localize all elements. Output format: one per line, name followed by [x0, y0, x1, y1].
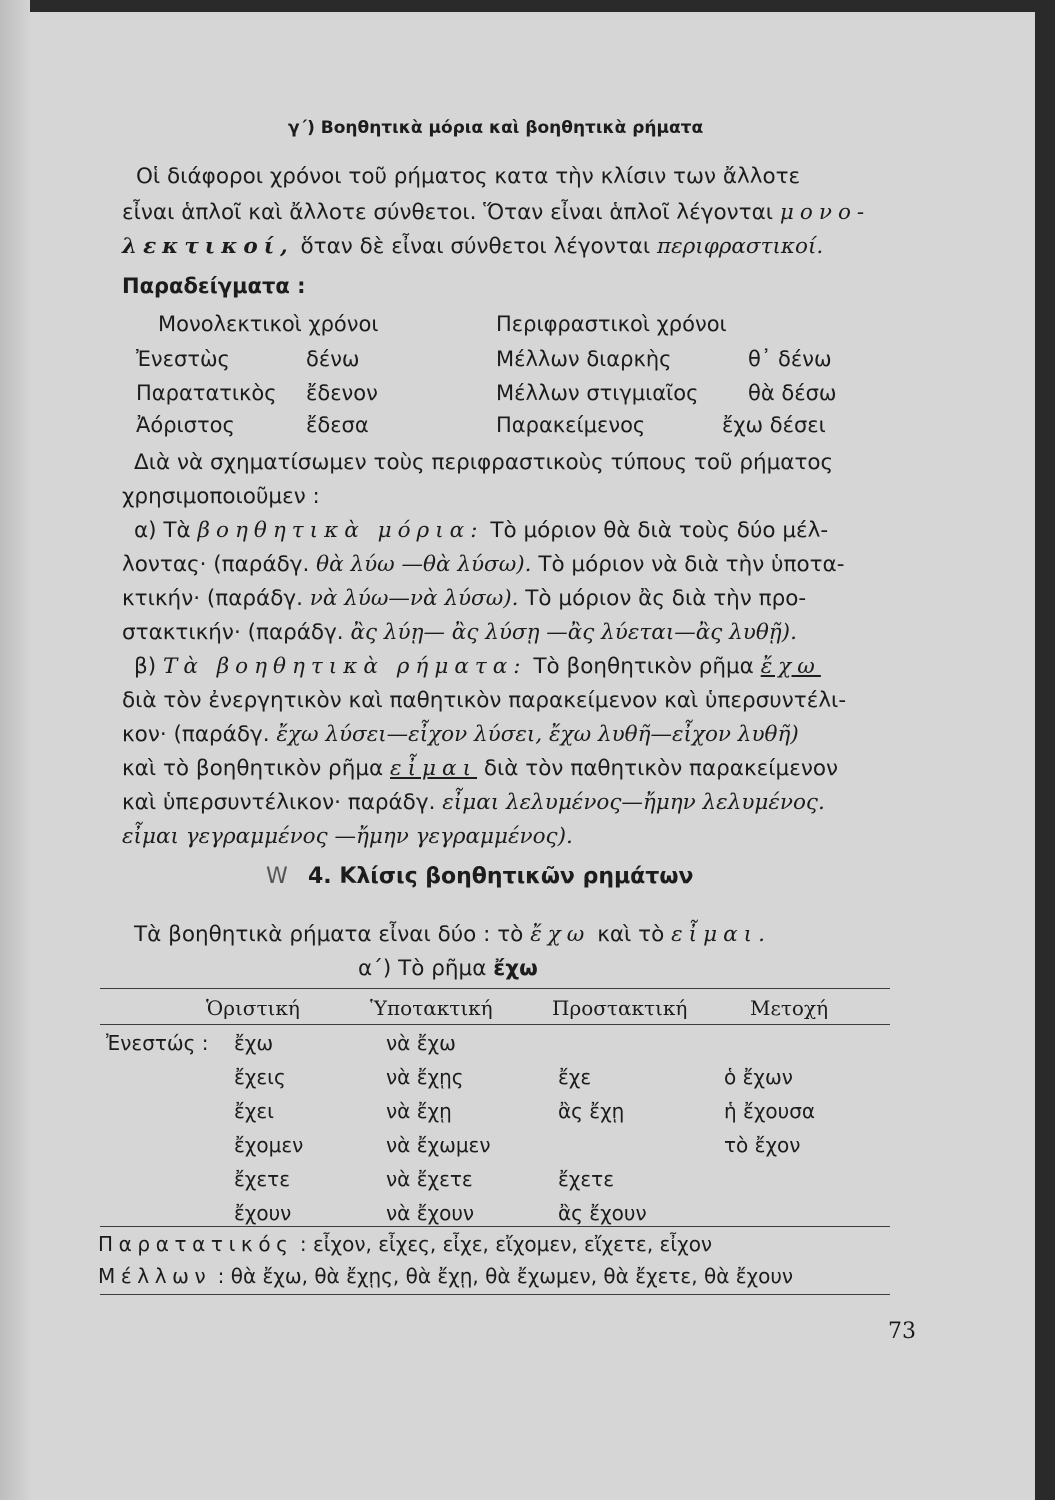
table-cell: ἡ ἔχουσα	[724, 1099, 816, 1123]
beta-line-4-text: καὶ τὸ βοηθητικὸν ρῆμα	[122, 756, 384, 781]
intro-line-3-text: ὅταν δὲ εἶναι σύνθετοι λέγονται	[300, 234, 651, 259]
beta-example-echo: ἔχω λύσει—εἶχον λύσει, ἔχω λυθῆ—εἶχον λυθῆ)	[276, 722, 799, 747]
intro-term-periphrastikoi: περιφραστικοί.	[656, 234, 824, 259]
table-cell: ἔχουν	[234, 1201, 292, 1225]
alpha-line-3-text: κτικήν· (παράδγ.	[122, 586, 303, 611]
alpha-example-tha: θὰ λύω —θὰ λύσω).	[316, 552, 532, 577]
examples-header-left: Μονολεκτικοὶ χρόνοι	[158, 312, 379, 336]
beta-line-5-text: καὶ ὑπερσυντέλικον· παράδγ.	[122, 790, 436, 815]
example-right-tense: Μέλλων διαρκὴς	[496, 347, 672, 371]
alpha-term-moria: βοηθητικὰ μόρια:	[197, 518, 484, 543]
example-left-tense: Ἀόριστος	[136, 413, 235, 437]
beta-term-echo: ἔχω	[760, 654, 821, 679]
alpha-line-3	[122, 586, 806, 611]
table-cell: νὰ ἔχῃς	[386, 1065, 464, 1089]
beta-line-4-rest: διὰ τὸν παθητικὸν παρακείμενον	[483, 756, 839, 781]
section-title: γ΄) Βοηθητικὰ μόρια καὶ βοηθητικὰ ρήματα	[288, 118, 704, 138]
beta-line-6: εἶμαι γεγραμμένος —ἤμην γεγραμμένος).	[122, 824, 573, 849]
book-page	[30, 12, 1035, 1500]
table-cell: νὰ ἔχετε	[386, 1167, 473, 1191]
future-label: Μέλλων	[98, 1264, 212, 1288]
beta-line-4	[122, 756, 838, 781]
bottom-rule	[100, 1294, 890, 1295]
intro-term-monolektikoi-end: λεκτικοί,	[122, 234, 294, 259]
facing-page-edge	[0, 0, 30, 1500]
example-left-form: ἔδεσα	[306, 413, 369, 437]
example-right-tense: Παρακείμενος	[496, 413, 646, 437]
chapter-term-eimai: εἶμαι.	[671, 922, 771, 947]
alpha-line-2-text: λοντας· (παράδγ.	[122, 552, 310, 577]
alpha-example-as: ἂς λύῃ— ἂς λύσῃ —ἂς λύεται—ἂς λυθῇ).	[350, 620, 797, 645]
example-left-form: δένω	[306, 347, 360, 371]
chapter-intro-text: Τὰ βοηθητικὰ ρήματα εἶναι δύο : τὸ	[134, 922, 524, 947]
beta-line-5	[122, 790, 825, 815]
table-cell: ὁ ἔχων	[724, 1065, 793, 1089]
table-header: Μετοχή	[750, 996, 829, 1020]
intro-line-2	[122, 200, 870, 225]
page-number: 73	[888, 1319, 916, 1344]
subsection-label: α΄) Τὸ ρῆμα	[358, 956, 487, 981]
table-header: Ὑποτακτική	[370, 996, 493, 1020]
alpha-line-4	[122, 620, 797, 645]
table-cell: ἔχει	[234, 1099, 274, 1123]
table-cell: ἔχε	[558, 1065, 592, 1089]
table-cell: ἔχεις	[234, 1065, 286, 1089]
alpha-line-4-text: στακτικήν· (παράδγ.	[122, 620, 344, 645]
table-cell: ἔχετε	[234, 1167, 291, 1191]
table-cell: ἔχετε	[558, 1167, 615, 1191]
p2-line-1: Διὰ νὰ σχηματίσωμεν τοὺς περιφραστικοὺς τύπους τοῦ ρήματος	[134, 450, 834, 475]
imperfect-forms: : εἶχον, εἶχες, εἶχε, εἴχομεν, εἴχετε, εἶχον	[299, 1232, 713, 1256]
example-left-tense: Ἐνεστὼς	[136, 347, 230, 371]
future-forms: : θὰ ἔχω, θὰ ἔχῃς, θὰ ἔχῃ, θὰ ἔχωμεν, θὰ ἔχετε, θὰ ἔχουν	[217, 1264, 794, 1288]
table-header: Προστακτική	[552, 996, 688, 1020]
example-left-tense: Παρατατικὸς	[136, 381, 277, 405]
chapter-title: 4. Κλίσις βοηθητικῶν ρημάτων	[308, 864, 694, 889]
pencil-scribble: W	[266, 864, 288, 889]
beta-label: β)	[134, 654, 157, 679]
table-row-label: Ἐνεστώς :	[106, 1031, 209, 1055]
examples-label: Παραδείγματα :	[122, 274, 306, 298]
p2-line-2: χρησιμοποιοῦμεν :	[122, 484, 320, 509]
table-cell: ἔχω	[234, 1031, 274, 1055]
chapter-intro-and: καὶ τὸ	[597, 922, 665, 947]
table-cell: νὰ ἔχωμεν	[386, 1133, 491, 1157]
beta-line-2: διὰ τὸν ἐνεργητικὸν καὶ παθητικὸν παρακείμενον καὶ ὑπερσυντέλι-	[122, 688, 847, 713]
chapter-intro	[134, 922, 771, 947]
alpha-line-3-rest: Τὸ μόριον ἂς διὰ τὴν προ-	[525, 586, 807, 611]
beta-example-eimai: εἶμαι λελυμένος—ἤμην λελυμένος.	[442, 790, 825, 815]
example-right-form: θὰ δέσω	[748, 381, 837, 405]
alpha-line-1	[134, 518, 828, 543]
intro-line-2-text: εἶναι ἁπλοῖ καὶ ἄλλοτε σύνθετοι. Ὅταν εἶναι ἁπλοῖ λέγονται	[122, 200, 774, 225]
table-cell: νὰ ἔχῃ	[386, 1099, 452, 1123]
alpha-line-1-text: Τὸ μόριον θὰ διὰ τοὺς δύο μέλ-	[490, 518, 829, 543]
beta-line-1-text: Τὸ βοηθητικὸν ρῆμα	[533, 654, 754, 679]
table-bottom-rule	[100, 1226, 890, 1227]
subsection-title	[358, 956, 538, 981]
intro-line-3	[122, 234, 823, 259]
example-right-tense: Μέλλων στιγμιαῖος	[496, 381, 699, 405]
example-right-form: ἔχω δέσει	[722, 413, 826, 437]
table-cell: ἔχομεν	[234, 1133, 304, 1157]
beta-line-1	[134, 654, 821, 679]
table-cell: ἂς ἔχῃ	[558, 1099, 625, 1123]
beta-line-3	[122, 722, 799, 747]
table-cell: τὸ ἔχον	[724, 1133, 801, 1157]
example-right-form: θ᾽ δένω	[748, 347, 832, 371]
alpha-example-na: νὰ λύω—νὰ λύσω).	[309, 586, 519, 611]
table-header: Ὁριστική	[206, 996, 300, 1020]
table-cell: ἂς ἔχουν	[558, 1201, 647, 1225]
alpha-line-2-rest: Τὸ μόριον νὰ διὰ τὴν ὑποτα-	[538, 552, 845, 577]
table-top-rule	[100, 988, 890, 989]
table-cell: νὰ ἔχουν	[386, 1201, 475, 1225]
table-header-rule	[100, 1024, 890, 1025]
examples-header-right: Περιφραστικοὶ χρόνοι	[496, 312, 727, 336]
future-line	[98, 1264, 793, 1288]
chapter-term-echo: ἔχω	[530, 922, 591, 947]
intro-term-monolektikoi: μονο-	[779, 200, 871, 225]
alpha-line-2	[122, 552, 844, 577]
table-cell: νὰ ἔχω	[386, 1031, 456, 1055]
example-left-form: ἔδενον	[306, 381, 378, 405]
alpha-label: α) Τὰ	[134, 518, 191, 543]
beta-term-rimata: Τὰ βοηθητικὰ ρήματα:	[162, 654, 527, 679]
subsection-verb: ἔχω	[493, 956, 538, 981]
beta-line-3-text: κον· (παράδγ.	[122, 722, 270, 747]
imperfect-line	[98, 1232, 712, 1256]
imperfect-label: Παρατατικός	[98, 1232, 294, 1256]
intro-line-1: Οἱ διάφοροι χρόνοι τοῦ ρήματος κατα τὴν κλίσιν των ἄλλοτε	[136, 164, 801, 189]
beta-term-eimai: εἶμαι	[390, 756, 478, 781]
